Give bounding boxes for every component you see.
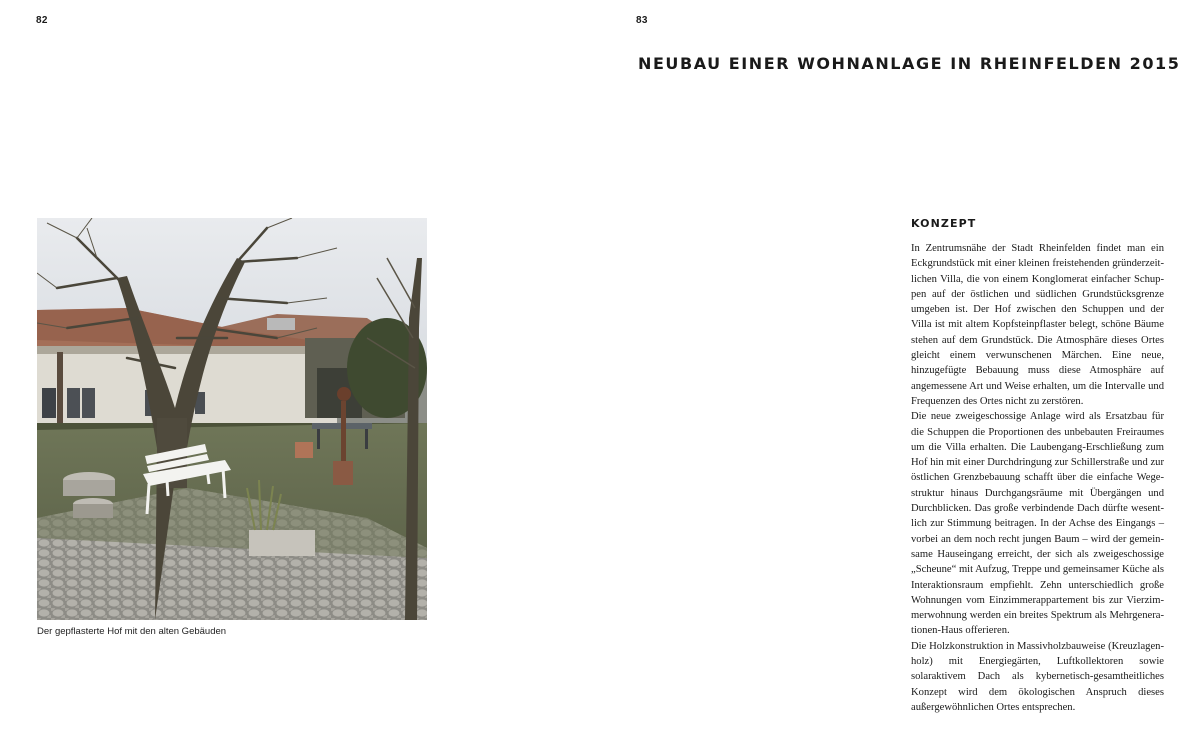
photo-caption: Der gepflasterte Hof mit den alten Gebäuden	[37, 626, 227, 637]
section-heading: KONZEPT	[911, 217, 977, 230]
paragraph: In Zentrumsnähe der Stadt Rheinfelden findet man ein Eckgrundstück mit einer kleinen freistehenden gründerzeitlichen Villa, die von einem Konglomerat einfacher Schuppen auf der östlichen und südlichen Grundstücksgrenze umgeben ist. Der Hof zwischen den Schuppen und der Villa ist mit altem Kopfsteinpflaster belegt, schöne Bäume stehen auf dem Grundstück. Die Atmosphäre dieses Ortes gleicht einem verwunschenen Märchen. Eine neue, hinzugefügte Bebauung muss diese Atmosphäre auf angemessene Art und Weise erhalten, um die Intervalle und Frequenzen des Ortes nicht zu zerstören.	[911, 243, 1164, 407]
paragraph: Die neue zweigeschossige Anlage wird als Ersatzbau für die Schuppen die Proportionen des unbebauten Freiraumes um die Villa erhalten. Die Laubengang-Erschließung zum Hof hin mit einer Durchdringung zur Schillerstraße und zur östlichen Grenzbebauung schafft über die einfache Wegestruktur hinaus Durchgangsräume mit Übergängen und Durchblicken. Das große verbindende Dach dürfte wesentlich zur Stimmung beitragen. In der Achse des Eingangs – vorbei an dem noch recht jungen Baum – wird der gemeinsame Hauseingang erreicht, der sich als zweigeschossige „Scheune“ mit Aufzug, Treppe und gemeinsamer Küche als Interaktionsraum empfiehlt. Zehn unterschiedlich große Wohnungen vom Einzimmerappartement bis zur Vierzimmerwohnung werden ein breites Spektrum als Mehrgenerationen-Haus offerieren.	[911, 411, 1165, 637]
courtyard-photo	[37, 218, 427, 620]
left-page-number: 82	[36, 15, 48, 26]
right-page-number: 83	[636, 15, 648, 26]
body-text	[911, 241, 1164, 715]
page-title: NEUBAU EINER WOHNANLAGE IN RHEINFELDEN 2015	[638, 54, 1181, 73]
paragraph: Die Holzkonstruktion in Massivholzbauweise (Kreuzlagenholz) mit Energiegärten, Luftkollektoren sowie solaraktivem Dach als kybernetisch-gesamtheitliches Konzept wird dem ökologischen Anspruch dieses außergewöhnlichen Ortes entsprechen.	[911, 640, 1164, 713]
